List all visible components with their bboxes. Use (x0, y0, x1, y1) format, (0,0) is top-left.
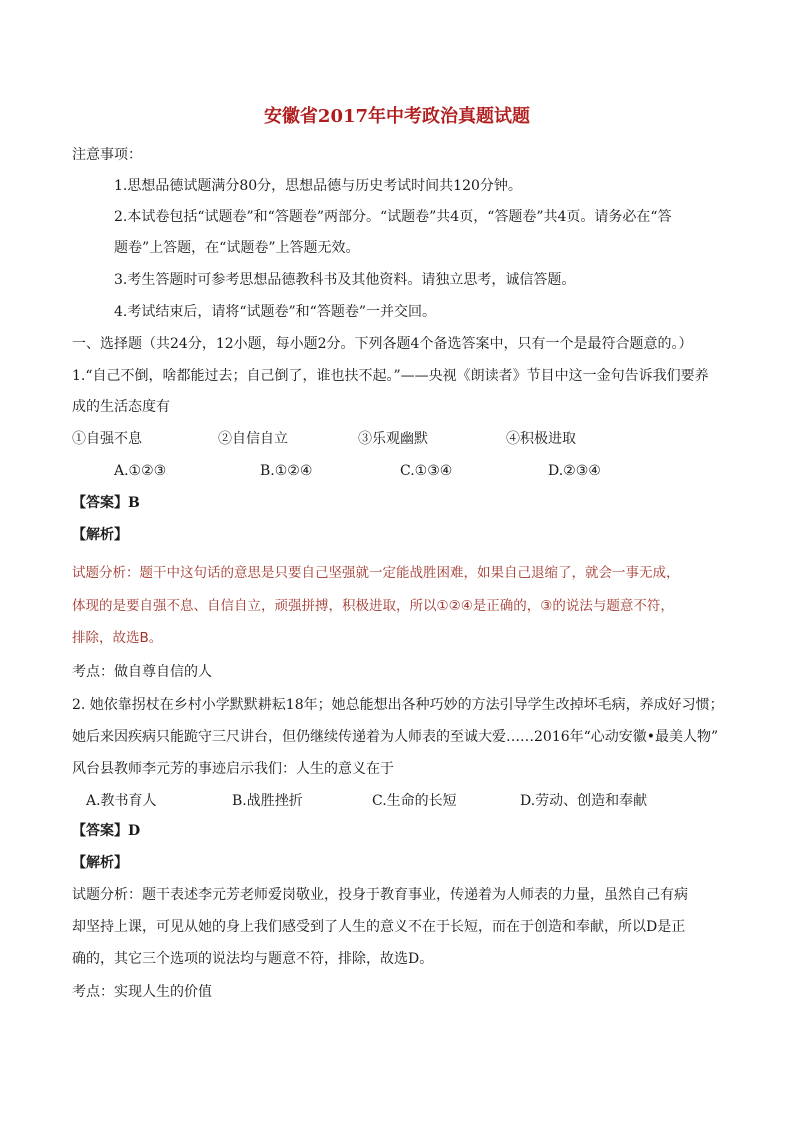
q1-statement-3: ③乐观幽默 (358, 431, 428, 447)
q2-answer: 【答案】D (72, 823, 141, 839)
q2-option-a: A.教书育人 (86, 793, 157, 809)
section-heading: 一、选择题（共24分，12小题，每小题2分。下列各题4个备选答案中，只有一个是最符合题意的。） (72, 336, 693, 352)
notice-heading: 注意事项： (72, 147, 142, 163)
q2-stem-line-3: 风台县教师李元芳的事迹启示我们：人生的意义在于 (72, 761, 394, 777)
q1-option-a: A.①②③ (114, 463, 167, 479)
q2-option-c: C.生命的长短 (372, 793, 457, 809)
q1-option-d: D.②③④ (548, 463, 601, 479)
document-title: 安徽省2017年中考政治真题试题 (263, 106, 531, 127)
q1-statement-4: ④积极进取 (506, 431, 576, 447)
q2-option-b: B.战胜挫折 (232, 793, 303, 809)
q2-option-d: D.劳动、创造和奉献 (520, 793, 648, 809)
q2-stem-line-2: 她后来因疾病只能跪守三尺讲台，但仍继续传递着为人师表的至诚大爱……2016年“心动安徽•最美人物” (72, 729, 719, 745)
q1-statement-1: ①自强不息 (72, 431, 142, 447)
q1-analysis-label: 【解析】 (72, 527, 128, 543)
notice-item-3: 3.考生答题时可参考思想品德教科书及其他资料。请独立思考，诚信答题。 (114, 272, 576, 288)
q1-stem-line-2: 成的生活态度有 (72, 399, 170, 415)
q2-analysis-label: 【解析】 (72, 855, 128, 871)
q1-analysis-line-3: 排除，故选B。 (72, 630, 163, 646)
q2-stem-line-1: 2. 她依靠拐杖在乡村小学默默耕耘18年；她总能想出各种巧妙的方法引导学生改掉坏毛病，养成好习惯； (72, 697, 724, 713)
q1-answer: 【答案】B (72, 495, 140, 511)
notice-item-2-cont: 题卷”上答题，在“试题卷”上答题无效。 (114, 240, 360, 256)
q1-option-c: C.①③④ (400, 463, 453, 479)
notice-item-2: 2.本试卷包括“试题卷”和“答题卷”两部分。“试题卷”共4页，“答题卷”共4页。请务必在“答 (114, 209, 672, 225)
q1-point: 考点：做自尊自信的人 (72, 664, 212, 680)
q1-analysis-line-2: 体现的是要自强不息、自信自立，顽强拼搏，积极进取，所以①②④是正确的，③的说法与题意不符， (72, 598, 674, 614)
q1-analysis-line-1: 试题分析：题干中这句话的意思是只要自己坚强就一定能战胜困难，如果自己退缩了，就会一事无成， (72, 565, 680, 581)
q2-analysis-line-3: 确的，其它三个选项的说法均与题意不符，排除，故选D。 (72, 951, 434, 967)
q1-stem-line-1: 1.“自己不倒，啥都能过去；自己倒了，谁也扶不起。”——央视《朗读者》节目中这一金句告诉我们要养 (72, 368, 709, 384)
q2-analysis-line-2: 却坚持上课，可见从她的身上我们感受到了人生的意义不在于长短，而在于创造和奉献，所以D是正 (72, 919, 686, 935)
q1-option-b: B.①②④ (260, 463, 313, 479)
notice-item-4: 4.考试结束后，请将“试题卷”和“答题卷”一并交回。 (114, 304, 436, 320)
notice-item-1: 1.思想品德试题满分80分，思想品德与历史考试时间共120分钟。 (114, 178, 522, 194)
q1-statement-2: ②自信自立 (218, 431, 288, 447)
q2-point: 考点：实现人生的价值 (72, 984, 212, 1000)
q2-analysis-line-1: 试题分析：题干表述李元芳老师爱岗敬业，投身于教育事业，传递着为人师表的力量，虽然自己有病 (72, 887, 688, 903)
